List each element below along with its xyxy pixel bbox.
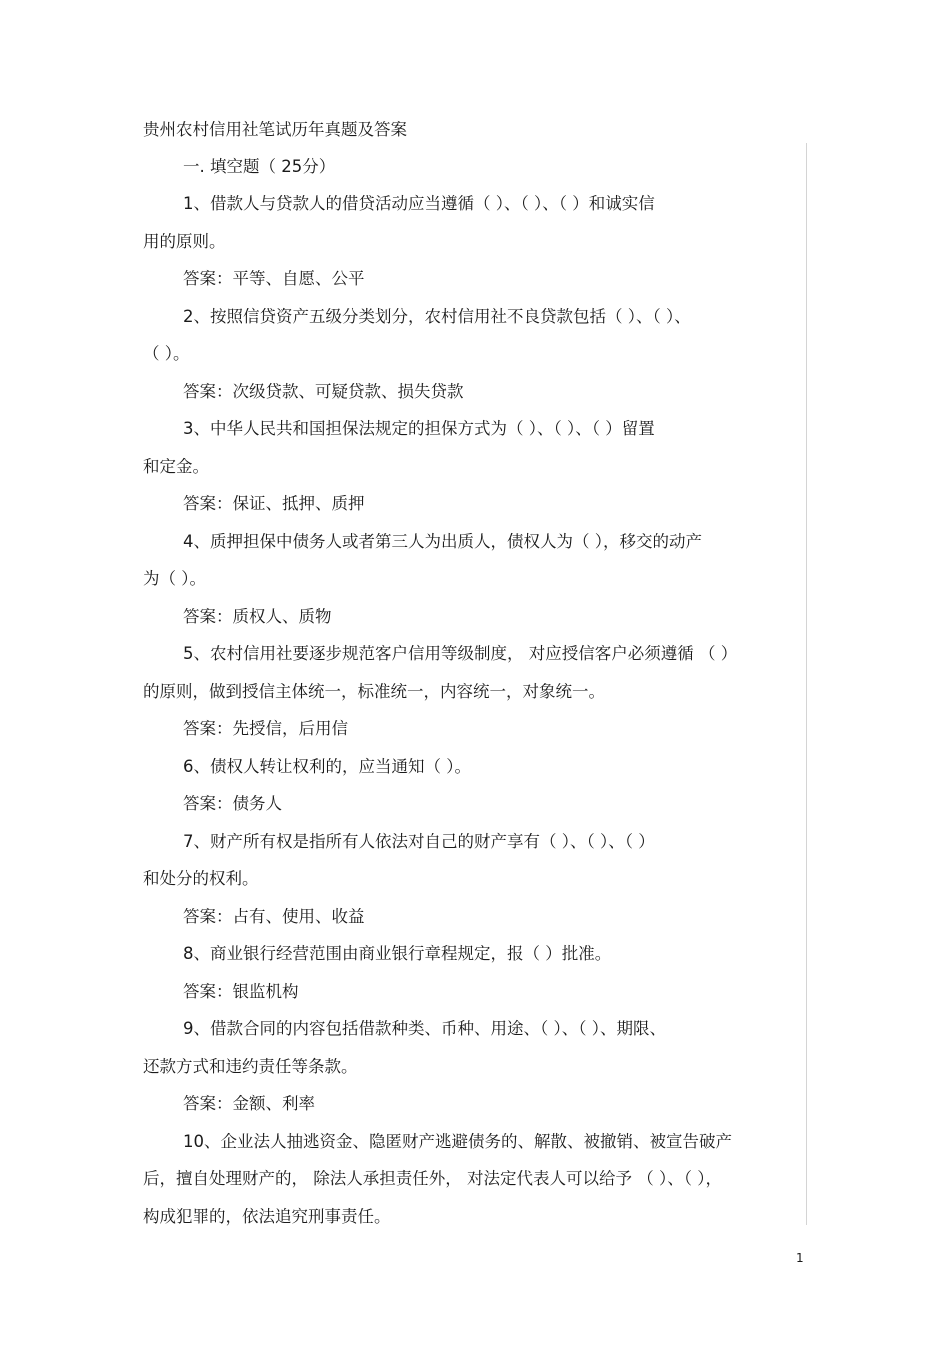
question-line: 8、商业银行经营范围由商业银行章程规定，报（ ）批准。 bbox=[183, 944, 612, 963]
question-line: 和处分的权利。 bbox=[143, 869, 259, 888]
answer-2: 答案：次级贷款、可疑贷款、损失贷款 bbox=[183, 381, 464, 401]
document-body bbox=[143, 148, 803, 1235]
question-line: 3、中华人民共和国担保法规定的担保方式为（ ）、（ ）、（ ）留置 bbox=[183, 419, 655, 438]
question-line: 用的原则。 bbox=[143, 231, 226, 251]
answer-9: 答案：金额、利率 bbox=[183, 1094, 315, 1113]
answer-1: 答案：平等、自愿、公平 bbox=[183, 269, 365, 288]
question-line: 和定金。 bbox=[143, 456, 209, 476]
question-line: 6、债权人转让权利的，应当通知（ ）。 bbox=[183, 756, 471, 776]
question-6 bbox=[143, 748, 803, 786]
question-7 bbox=[143, 823, 803, 898]
question-line: 5、农村信用社要逐步规范客户信用等级制度， 对应授信客户必须遵循 （ ） bbox=[183, 644, 738, 663]
answer-7: 答案：占有、使用、收益 bbox=[183, 906, 365, 926]
question-4 bbox=[143, 523, 803, 598]
question-line: 1、借款人与贷款人的借贷活动应当遵循（ ）、（ ）、（ ）和诚实信 bbox=[183, 194, 655, 213]
question-line: 后，擅自处理财产的， 除法人承担责任外， 对法定代表人可以给予 （ ）、（ ）， bbox=[143, 1169, 722, 1188]
question-10 bbox=[143, 1123, 803, 1236]
question-line: 10、企业法人抽逃资金、隐匿财产逃避债务的、解散、被撤销、被宣告破产 bbox=[183, 1131, 732, 1151]
question-2 bbox=[143, 298, 803, 373]
question-line: 构成犯罪的，依法追究刑事责任。 bbox=[143, 1206, 391, 1226]
question-line: 的原则，做到授信主体统一，标准统一，内容统一，对象统一。 bbox=[143, 681, 605, 701]
question-line: 还款方式和违约责任等条款。 bbox=[143, 1056, 358, 1076]
question-line: 9、借款合同的内容包括借款种类、币种、用途、（ ）、（ ）、期限、 bbox=[183, 1019, 666, 1038]
question-8 bbox=[143, 935, 803, 973]
question-5 bbox=[143, 635, 803, 710]
page-number: 1 bbox=[796, 1251, 804, 1265]
question-line: 2、按照信贷资产五级分类划分，农村信用社不良贷款包括（ ）、（ ）、 bbox=[183, 306, 691, 326]
answer-3: 答案：保证、抵押、质押 bbox=[183, 494, 365, 513]
answer-4: 答案：质权人、质物 bbox=[183, 606, 332, 626]
margin-line bbox=[806, 143, 807, 1225]
answer-8: 答案：银监机构 bbox=[183, 981, 299, 1001]
question-line: 4、质押担保中债务人或者第三人为出质人，债权人为（ ），移交的动产 bbox=[183, 531, 702, 551]
question-line: 为（ ）。 bbox=[143, 569, 206, 588]
question-3 bbox=[143, 410, 803, 485]
question-9 bbox=[143, 1010, 803, 1085]
document-title: 贵州农村信用社笔试历年真题及答案 bbox=[143, 120, 407, 139]
answer-6: 答案：债务人 bbox=[183, 794, 282, 813]
section-title: 一. 填空题（ 25分） bbox=[183, 157, 336, 176]
question-line: 7、财产所有权是指所有人依法对自己的财产享有（ ）、（ ）、（ ） bbox=[183, 831, 655, 851]
question-line: （ ）。 bbox=[143, 344, 190, 363]
question-1 bbox=[143, 185, 803, 260]
answer-5: 答案：先授信，后用信 bbox=[183, 719, 348, 738]
